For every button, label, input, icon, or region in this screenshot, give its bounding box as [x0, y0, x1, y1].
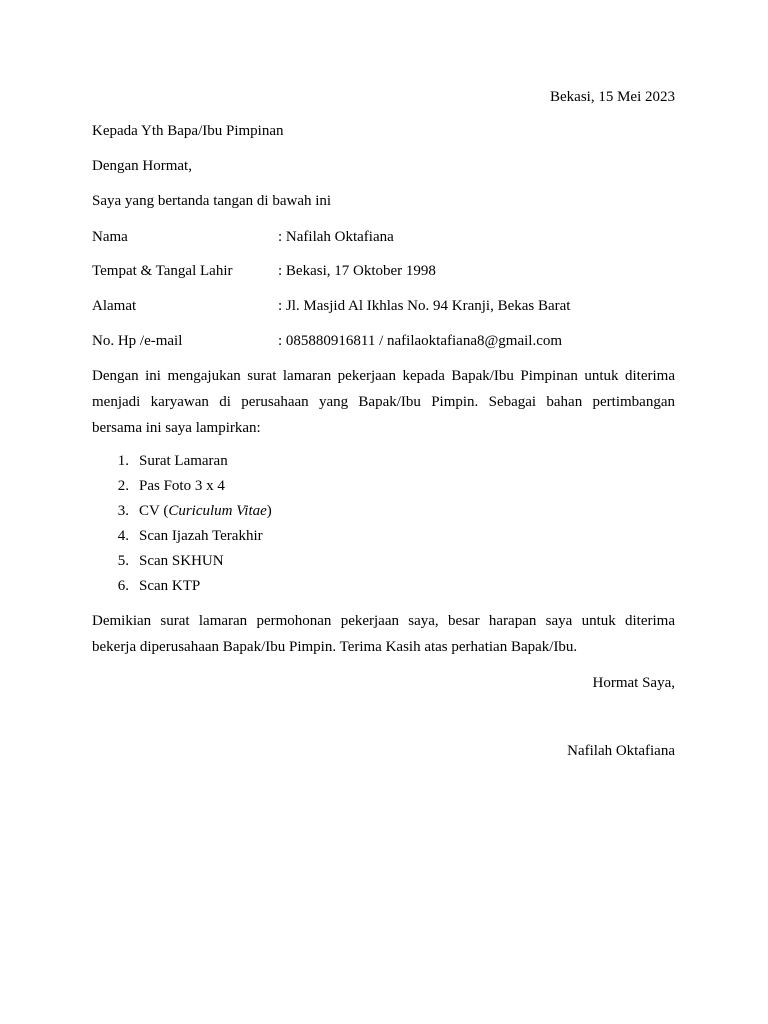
list-item-number: 6 . [115, 576, 129, 596]
place-date: Bekasi, 15 Mei 2023 [550, 89, 675, 105]
list-item-text: Scan KTP [139, 578, 201, 594]
body-paragraph-line: menjadi karyawan di perusahaan yang Bapak/Ibu Pimpin. Sebagai bahan pertimbangan [92, 394, 675, 410]
field-value-nama: : Nafilah Oktafiana [278, 229, 394, 245]
closing-paragraph-line: bekerja diperusahaan Bapak/Ibu Pimpin. Terima Kasih atas perhatian Bapak/Ibu. [92, 639, 578, 655]
list-item-text: Scan Ijazah Terakhir [139, 528, 263, 544]
field-value-kontak: : 085880916811 / nafilaoktafiana8@gmail.com [278, 333, 563, 349]
field-label-nama: Nama [92, 229, 128, 245]
list-item-number: 2 . [115, 476, 129, 496]
field-label-tempat-tanggal-lahir: Tempat & Tangal Lahir [92, 263, 233, 279]
list-item-text-after: ) [266, 503, 272, 519]
list-item-text: Pas Foto 3 x 4 [139, 478, 225, 494]
list-item-number: 5 . [115, 551, 129, 571]
closing-paragraph-line: Demikian surat lamaran permohonan pekerjaan saya, besar harapan saya untuk diterima [92, 613, 675, 629]
body-paragraph [92, 363, 675, 441]
list-item-text-before: CV ( [139, 503, 169, 519]
list-item-text: Scan SKHUN [139, 553, 224, 569]
greeting: Dengan Hormat, [92, 158, 192, 174]
field-value-alamat: : Jl. Masjid Al Ikhlas No. 94 Kranji, Bekas Barat [278, 298, 571, 314]
list-item-number: 1 . [115, 451, 129, 471]
list-item-text: Surat Lamaran [139, 453, 228, 469]
closing-paragraph [92, 608, 675, 660]
body-paragraph-line: bersama ini saya lampirkan: [92, 420, 261, 436]
field-label-alamat: Alamat [92, 298, 137, 314]
list-item-number: 3 . [115, 501, 129, 521]
list-item-text-italic: Curiculum Vitae [168, 503, 267, 519]
intro-line: Saya yang bertanda tangan di bawah ini [92, 193, 332, 209]
list-item-text [139, 501, 272, 521]
field-value-tempat-tanggal-lahir: : Bekasi, 17 Oktober 1998 [278, 263, 436, 279]
field-label-kontak: No. Hp /e-mail [92, 333, 183, 349]
signature-name: Nafilah Oktafiana [567, 743, 675, 759]
recipient-line: Kepada Yth Bapa/Ibu Pimpinan [92, 123, 284, 139]
list-item-number: 4 . [115, 526, 129, 546]
salutation: Hormat Saya, [592, 675, 675, 691]
body-paragraph-line: Dengan ini mengajukan surat lamaran pekerjaan kepada Bapak/Ibu Pimpinan untuk diterima [92, 368, 675, 384]
